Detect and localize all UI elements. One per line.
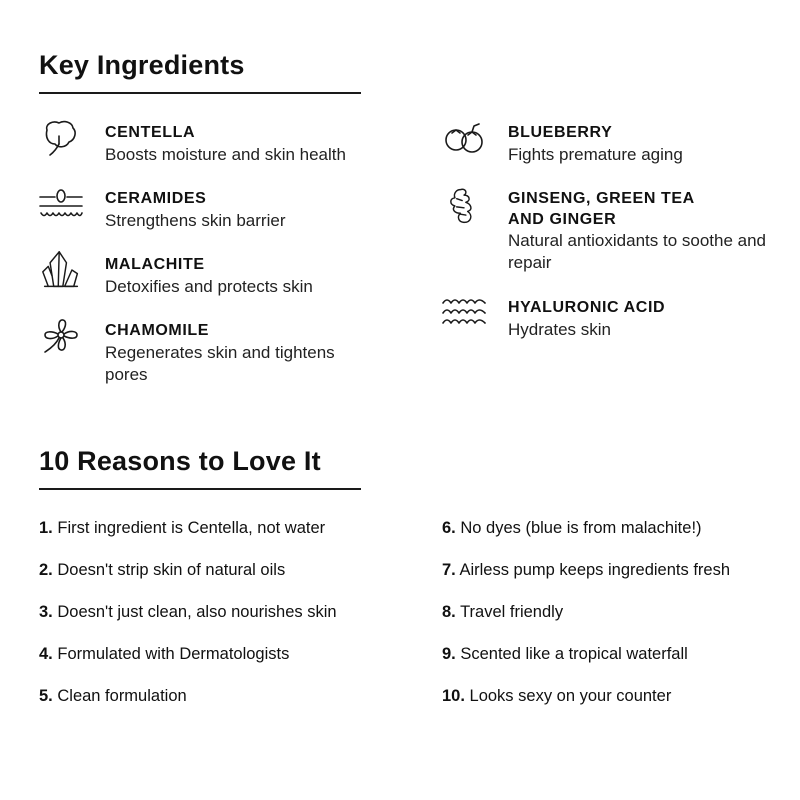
reason-item [39,644,289,664]
reason-text: Travel friendly [460,603,564,621]
reason-item [442,644,688,664]
reason-item [39,518,325,538]
reason-number: 3. [39,603,53,621]
reason-number: 10. [442,687,465,705]
ingredient-desc: Detoxifies and protects skin [105,277,313,296]
reason-item [39,560,285,580]
reason-item [442,518,702,538]
reason-item [442,560,730,580]
ingredient-name: MALACHITE [105,256,205,273]
ingredient-name: CHAMOMILE [105,322,210,339]
ingredient-desc: Boosts moisture and skin health [105,145,346,164]
reason-item [39,602,337,622]
reason-item [39,686,187,706]
ingredient-name: HYALURONIC ACID [508,299,666,316]
reason-number: 8. [442,603,456,621]
ingredient-name: BLUEBERRY [508,124,613,141]
reason-number: 6. [442,519,456,537]
ginger-root-icon [442,186,486,226]
reason-text: Airless pump keeps ingredients fresh [459,561,731,579]
ingredient-desc: Regenerates skin and tightens pores [105,343,335,384]
malachite-crystal-icon [39,250,83,290]
centella-leaf-icon [39,118,83,158]
blueberry-icon [442,118,486,158]
ingredient-desc: Natural antioxidants to soothe and repair [508,231,767,272]
reason-item [442,686,671,706]
ingredient-desc: Strengthens skin barrier [105,211,286,230]
reason-text: Formulated with Dermatologists [57,645,290,663]
ingredient-desc: Fights premature aging [508,145,683,164]
reason-text: Looks sexy on your counter [469,687,672,705]
reason-text: Clean formulation [57,687,187,705]
reason-text: Doesn't strip skin of natural oils [57,561,286,579]
ingredient-desc: Hydrates skin [508,320,611,339]
reason-text: Scented like a tropical waterfall [460,645,688,663]
reason-number: 9. [442,645,456,663]
key-ingredients-title: Key Ingredients [39,50,245,80]
reason-number: 5. [39,687,53,705]
reasons-title: 10 Reasons to Love It [39,446,321,476]
reason-number: 1. [39,519,53,537]
ingredient-name: CENTELLA [105,124,196,141]
ingredient-name: GINSENG, GREEN TEA AND GINGER [508,190,695,228]
chamomile-flower-icon [39,316,83,356]
ceramides-layers-icon [39,184,83,224]
reason-number: 7. [442,561,456,579]
reason-text: No dyes (blue is from malachite!) [460,519,702,537]
reasons-rule [39,488,361,490]
reason-text: Doesn't just clean, also nourishes skin [57,603,337,621]
water-waves-icon [442,293,486,333]
reason-number: 2. [39,561,53,579]
key-ingredients-rule [39,92,361,94]
reason-item [442,602,563,622]
ingredient-name: CERAMIDES [105,190,207,207]
reason-text: First ingredient is Centella, not water [57,519,326,537]
reason-number: 4. [39,645,53,663]
